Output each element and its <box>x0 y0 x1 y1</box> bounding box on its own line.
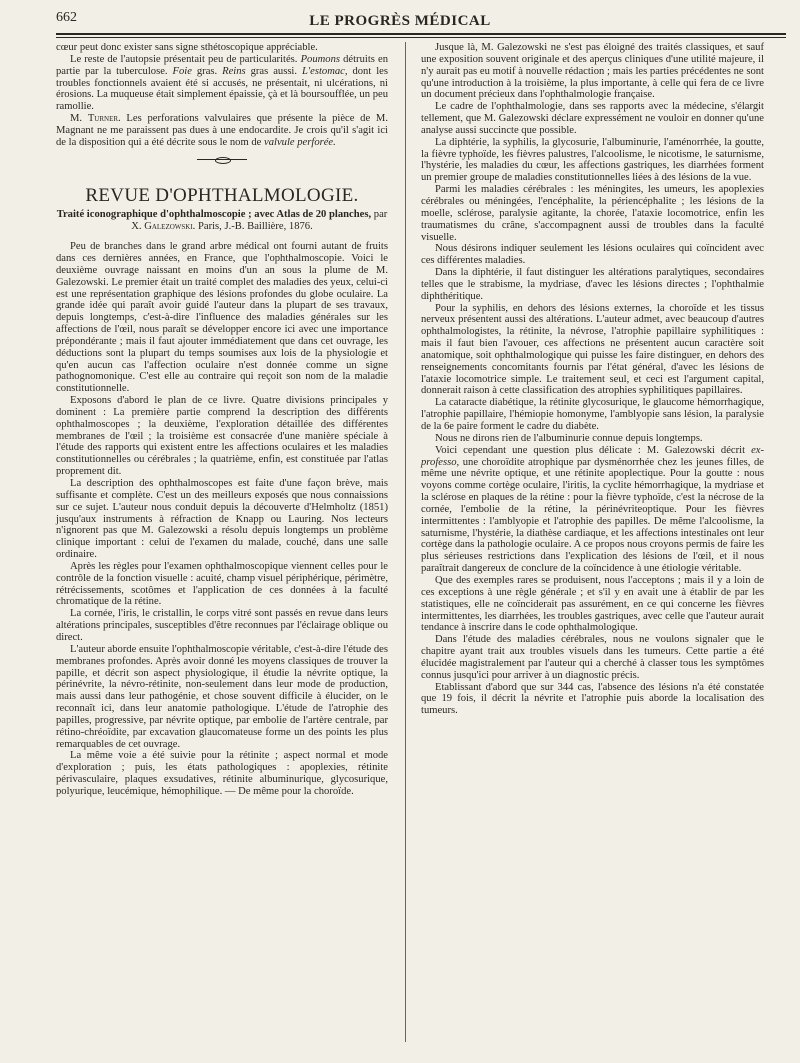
book-publisher: Paris, J.-B. Baillière, 1876. <box>197 221 313 233</box>
paragraph: Dans la diphtérie, il faut distinguer les altérations paralytiques, secondaires telles que le strabisme, la mydriase, d'avec les lésions directes ; l'ophthalmie diphthéritique. <box>421 267 764 302</box>
book-author: Galezowski. <box>144 221 196 233</box>
section-title: REVUE D'OPHTHALMOLOGIE. <box>85 184 359 206</box>
text-run: une choroïdite atrophique par dysménorrhée chez les jeunes filles, de même une névrite optique, et une rétinite apoplectique. Pour la goutte : nous voyons comme cortège oculaire, l'iritis, la cyclite hémorrhagique, la mydriase et la sclérose en plaques de la rétine : pour la fièvre typhoïde, c'est la nécrose de la cornée, l'embolie de la rétine, la périnévriteoptique. Pour les fièvres intermittentes : l'amblyopie et l'atrophie des papilles. De même l'alcoolisme, la saturnisme, l'hystérie, la diathèse cardiaque, et les affections intestinales ont leur cortège dans la pathologie oculaire. A ce propos nous croyons permis de faire les plus sérieuses restrictions dans l'explication des lésions de l'œil, et il nous paraîtrait dangereux de conclure de la coïncidence à une étiologie véritable. <box>421 456 765 575</box>
text-run: Les perforations valvulaires que présente la pièce de M. Magnant ne me paraissent pas dues à une endocardite. Je crois qu'il s'agit ici de la disposition qui a été décrite sous le nom de <box>56 113 388 148</box>
paragraph <box>56 113 388 149</box>
paragraph: Nous ne dirons rien de l'albuminurie connue depuis longtemps. <box>435 432 703 444</box>
paragraph: Peu de branches dans le grand arbre médical ont fourni autant de fruits dans ces dernières années, en France, que l'ophthalmoscopie. Voici le deuxième ouvrage naissant en moins d'un an sous la plume de M. Galezowski. Le premier était un traité complet des maladies des yeux, celui-ci est une représentation graphique des lésions profondes du globe oculaire. La grande idée qui paraît avoir guidé l'auteur dans la plupart de ses travaux, depuis longtemps, c'est-à-dire l'influence des maladies générales sur les affections de l'œil, nous paraît se développer encore ici avec une importance prépondérante ; mais il faut ajouter immédiatement que dans cet ouvrage, les déductions sont la plupart du temps soumises aux lois de la physiologie et qu'en aucun cas l'affection oculaire n'est donnée comme un signe pathognomonique. C'est elle au contraire qui reçoit son nom de la maladie constitutionnelle. <box>56 241 388 395</box>
text-run: valvule perforée. <box>264 136 336 148</box>
text-run: par X. <box>131 209 388 233</box>
text-run: Reins <box>222 65 246 77</box>
paragraph: cœur peut donc exister sans signe sthétoscopique appréciable. <box>56 42 318 53</box>
paragraph: La même voie a été suivie pour la rétinite ; aspect normal et mode d'exploration ; puis, les états pathologiques : apoplexies, rétinite périvasculaire, plaques exsudatives, rétinite albuminurique, glycosurique, polyurique, leucémique, hémophilique. — De même pour la choroïde. <box>56 750 388 797</box>
page-number: 662 <box>56 10 77 25</box>
right-column <box>421 42 764 717</box>
section-ornament <box>197 159 247 160</box>
text-run: Poumons <box>300 53 340 65</box>
book-title: Traité iconographique d'ophthalmoscopie ; avec Atlas de 20 planches, <box>56 209 372 221</box>
text-run: Voici cependant une question plus délicate : M. Galezowski décrit <box>435 444 746 456</box>
paragraph <box>421 445 764 575</box>
paragraph: Dans l'étude des maladies cérébrales, nous ne voulons signaler que le chapitre ayant trait aux troubles visuels dans les tumeurs. Cette partie a été élucidée magistralement par l'auteur qui a cherché à classer tous les symptômes connus jusqu'ici pour arriver à un diagnostic précis. <box>421 634 764 681</box>
text-run: L'estomac, <box>301 65 348 77</box>
journal-title: LE PROGRÈS MÉDICAL <box>309 13 491 29</box>
paragraph: Que des exemples rares se produisent, nous l'acceptons ; mais il y a loin de ces exceptions à une règle générale ; et s'il y en avait une à établir de par les statistiques, elle ne coïnciderait pas assurément, en ce qui concerne les fièvres intermittentes, les diarrhées, les troubles gastriques, avec celle que l'auteur aurait tendance à inscrire dans le code ophthalmologique. <box>421 574 764 634</box>
paragraph: La cataracte diabétique, la rétinite glycosurique, le glaucome hémorrhagique, l'atrophie papillaire, l'hémiopie homonyme, l'amblyopie sans lésion, la paralysie de la 6e paire forment le cadre du diabète. <box>421 397 764 432</box>
left-column <box>56 42 388 798</box>
text-run: détruits en partie par la tuberculose. <box>56 53 388 77</box>
paragraph: La diphtérie, la syphilis, la glycosurie, l'albuminurie, l'aménorrhée, la goutte, la fièvre typhoïde, les fièvres palustres, l'alcoolisme, le nicotisme, le saturnisme, l'hystérie, les maladies du cœur, les affections gastriques, les diarrhées forment un premier groupe de maladies constitutionnelles liées à des lésions de la vue. <box>421 136 764 184</box>
paragraph: Après les règles pour l'examen ophthalmoscopique viennent celles pour le contrôle de la fonction visuelle : acuité, champ visuel périphérique, périmètre, rétrécissements, scotômes et l'application de ces données à la faculté chromatique de la rétine. <box>56 560 388 608</box>
book-citation <box>56 209 388 233</box>
speaker-name: Turner. <box>87 113 121 125</box>
paragraph: L'auteur aborde ensuite l'ophthalmoscopie véritable, c'est-à-dire l'étude des membranes profondes. Après avoir donné les moyens classiques de trouver la papille, et décrit son aspect physiologique, il étudie la névrite optique, la périnévrite, la névro-rétinite, non-seulement dans leur mode de production, mais aussi dans leur pathogénie, et chose souvent difficile à élucider, on le reconnaît ici, dans leur anatomie pathologique. L'étude de l'atrophie des papilles, progressive, par névrite optique, par embolie de l'artère centrale, par rétino-chréoïdite, par excavation glaucomateuse forme un des points les plus remarquables de cet ouvrage. <box>56 643 388 750</box>
paragraph: Nous désirons indiquer seulement les lésions oculaires qui coïncident avec ces différentes maladies. <box>421 243 764 267</box>
paragraph: Etablissant d'abord que sur 344 cas, l'absence des lésions n'a été constatée que 19 fois, il décrit la névrite et l'atrophie puis aborde la localisation des tumeurs. <box>421 681 764 717</box>
column-divider <box>405 42 406 1042</box>
paragraph: Pour la syphilis, en dehors des lésions externes, la choroïde et les tissus nerveux présentent aussi des altérations. L'auteur admet, avec beaucoup d'autres ophthalmologistes, la rétinite, la névrose, l'atrophie papillaire syphilitiques : mais il faut bien l'avouer, ces affections ne présentent aucun caractère soit anatomique, soit ophthalmologique qui puisse les faire distinguer, en dehors des renseignements concomitants fournis par l'état général, d'avec les lésions de l'ataxie locomotrice simple. Le traitement seul, et ceci est l'argument capital, donnerait raison à cette classification des atrophies syphilitiques papillaires. <box>421 302 764 397</box>
text-run: Le reste de l'autopsie présentait peu de particularités. <box>70 53 298 65</box>
text-run: M. <box>70 113 83 125</box>
paragraph: Parmi les maladies cérébrales : les méningites, les umeurs, les apoplexies cérébrales ou méningées, l'encéphalite, la périencéphalite ; les lésions de la moelle, sclérose, paralysie agitante, la chorée, l'ataxie locomotrice, enfin les traumatismes du crâne, s'accompagnent aussi de troubles dans la faculté visuelle. <box>421 184 764 243</box>
paragraph: Le cadre de l'ophthalmologie, dans ses rapports avec la médecine, s'élargit tellement, que M. Galezowski déclare expressément ne vouloir en donner qu'une analyse aussi succincte que possible. <box>421 101 764 136</box>
header-rule-thin <box>56 37 786 38</box>
text-run: gras aussi. <box>250 65 298 77</box>
paragraph: Exposons d'abord le plan de ce livre. Quatre divisions principales y dominent : La première partie comprend la description des différents ophthalmoscopes ; la deuxième, l'exploration détaillée des différentes membranes de l'œil ; la troisième est consacrée d'une manière spéciale à l'étude des rapports qui existent entre les affections oculaires et les maladies constitutionnelles ou cérébrales ; la quatrième, enfin, est constituée par l'atlas proprement dit. <box>56 395 388 478</box>
paragraph: La description des ophthalmoscopes est faite d'une façon brève, mais suffisante et complète. C'est un des meilleurs exposés que nous connaissions sur ce sujet. L'auteur nous conduit depuis la découverte d'Helmholtz (1851) jusqu'aux instruments à réfraction de Knapp ou Lauring. Nos lecteurs n'ignorent pas que M. Galezowski a résolu depuis longtemps un problème clinique important : celui de l'examen du malade, couché, dans une salle ordinaire. <box>56 478 388 561</box>
paragraph: Jusque là, M. Galezowski ne s'est pas éloigné des traités classiques, et sauf une exposition souvent originale et des aperçus cliniques d'une utilité majeure, il n'y aurait pas eu motif à nouvelle rédaction ; mais les parties précédentes ne sont qu'une introduction à la troisième, la plus importante, à celle qui fera de ce livre un document précieux dans l'ophthalmologie française. <box>421 42 764 101</box>
header-rule <box>56 33 786 35</box>
paragraph <box>56 54 388 113</box>
paragraph: La cornée, l'iris, le cristallin, le corps vitré sont passés en revue dans leurs altérations principales, susceptibles d'être reconnues par l'éclairage oblique ou direct. <box>56 608 388 643</box>
text-run: Foie <box>172 65 192 77</box>
text-run: gras. <box>196 65 218 77</box>
text-run: dont les troubles fonctionnels avaient été si accusés, ne présentait, ni ulcérations, ni érosions. La muqueuse était simplement épaissie, çà et là boursoufflée, un peu ramollie. <box>56 65 388 113</box>
text-run: ex-professo, <box>421 444 765 468</box>
